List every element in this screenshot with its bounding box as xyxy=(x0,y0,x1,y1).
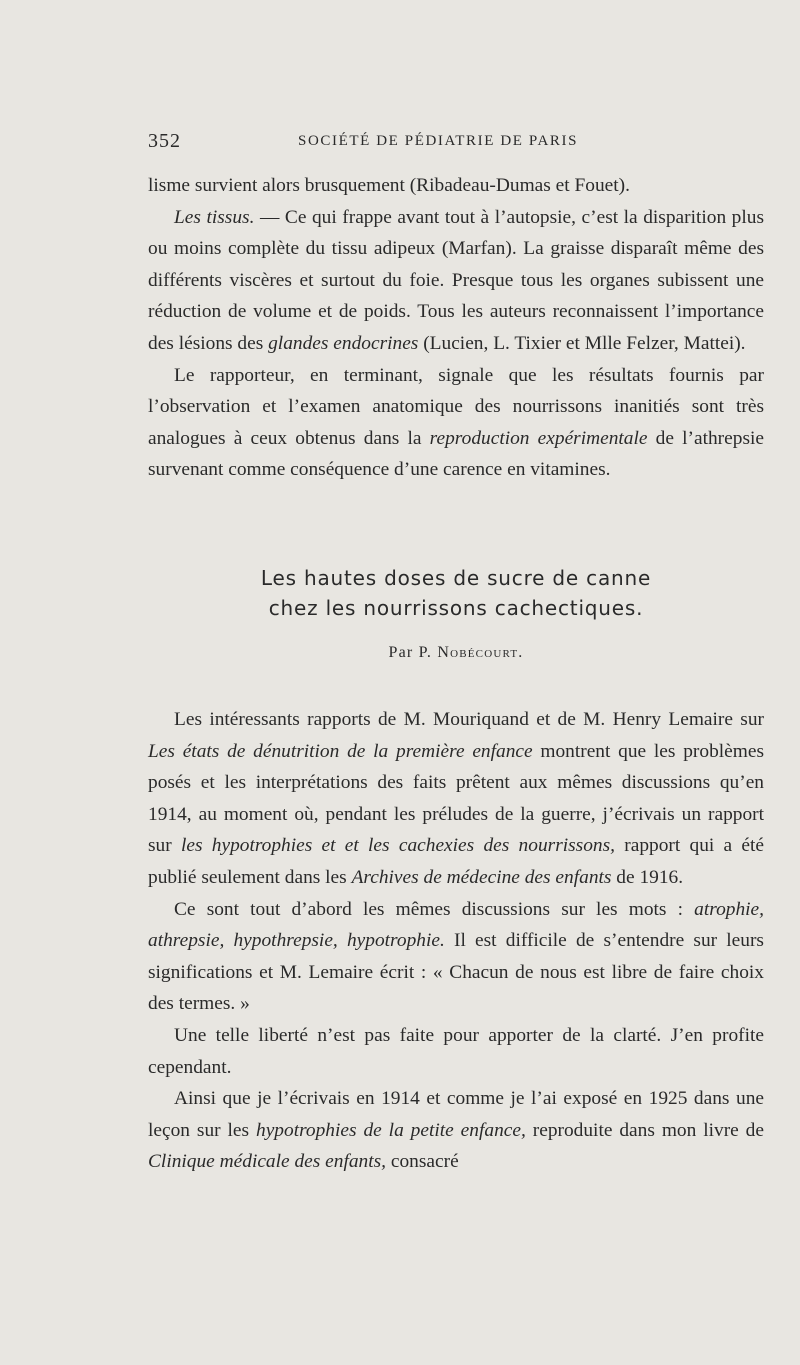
page-header xyxy=(148,130,768,160)
paragraph: Les intéressants rapports de M. Mouriquand et de M. Henry Lemaire sur Les états de dénutrition de la première enfance montrent que les problèmes posés et les interprétations des faits prêtent aux mêmes discussions qu’en 1914, au moment où, pendant les préludes de la guerre, j’écrivais un rapport sur les hypotrophies et et les cachexies des nourrissons, rapport qui a été publié seulement dans les Archives de médecine des enfants de 1916. xyxy=(148,709,765,888)
page-number: 352 xyxy=(148,130,181,152)
article-body xyxy=(148,704,764,1178)
paragraph: Les tissus. — Ce qui frappe avant tout à l’autopsie, c’est la disparition plus ou moins complète du tissu adipeux (Marfan). La graisse disparaît même des différents viscères et surtout du foie. Presque tous les organes subissent une réduction de volume et de poids. Tous les auteurs reconnaissent l’importance des lésions des glandes endocrines (Lucien, L. Tixier et Mlle Felzer, Mattei). xyxy=(148,206,764,354)
paragraph: Une telle liberté n’est pas faite pour apporter de la clarté. J’en profite cependant. xyxy=(148,1024,764,1078)
paragraph: Ainsi que je l’écrivais en 1914 et comme je l’ai exposé en 1925 dans une leçon sur les hypotrophies de la petite enfance, reproduite dans mon livre de Clinique médicale des enfants, consacré xyxy=(148,1088,764,1173)
running-title: SOCIÉTÉ DE PÉDIATRIE DE PARIS xyxy=(298,133,579,149)
previous-section-text xyxy=(148,170,764,486)
article-title: Les hautes doses de sucre de canne chez les nourrissons cachectiques. xyxy=(260,566,652,620)
paragraph: Le rapporteur, en terminant, signale que les résultats fournis par l’observation et l’examen anatomique des nourrissons inanitiés sont très analogues à ceux obtenus dans la reproduction expérimentale de l’athrepsie survenant comme conséquence d’une carence en vitamines. xyxy=(148,364,764,481)
paragraph: lisme survient alors brusquement (Ribadeau-Dumas et Fouet). xyxy=(148,175,630,196)
paragraph: Ce sont tout d’abord les mêmes discussions sur les mots : atrophie, athrepsie, hypothrepsie, hypotrophie. Il est difficile de s’entendre sur leurs significations et M. Lemaire écrit : « Chacun de nous est libre de faire choix des termes. » xyxy=(148,898,764,1015)
article-author: Par P. Nobécourt. xyxy=(388,644,524,661)
